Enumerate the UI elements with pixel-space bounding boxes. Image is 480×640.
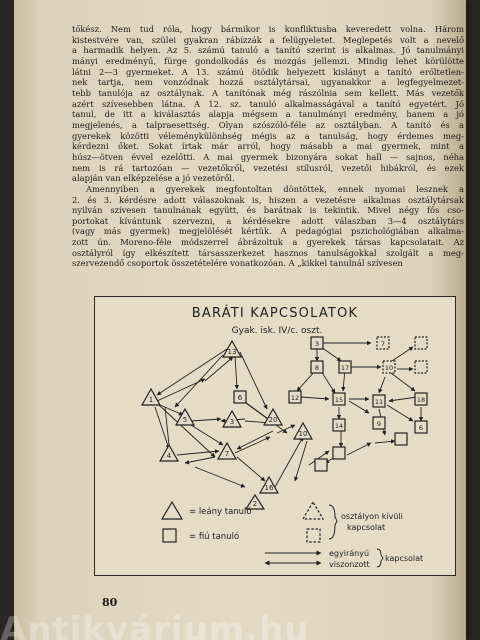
legend-mutual-label: viszonzott xyxy=(329,560,370,569)
node-r22 xyxy=(315,459,327,471)
svg-text:10: 10 xyxy=(298,430,308,438)
legend-boy-label: = fiú tanuló xyxy=(189,532,240,542)
body-text-line: szervezendő csoportok összetételére vonatkozóan. A „kikkel tanulnál szívesen xyxy=(72,258,403,269)
body-text-line: nyilván szívesen tanulnának együtt, és barátnak is tekintik. Mivel négy fős cso- xyxy=(72,205,464,216)
body-text-line: tebb tanulója az osztálynak. A tanítónak még rászólnia sem kellett. Más vezetők xyxy=(72,87,464,98)
body-text-line: 2. és 3. kérdésre adott válaszoknak is, hiszen a vezetésre alkalmas osztálytársak xyxy=(72,194,464,205)
legend-boy-symbol xyxy=(163,529,176,542)
legend-outside-label-2: kapcsolat xyxy=(347,523,386,532)
svg-text:18: 18 xyxy=(416,396,426,404)
legend-outside-triangle xyxy=(303,502,323,519)
svg-text:13: 13 xyxy=(227,348,237,356)
legend-relation-label: kapcsolat xyxy=(385,554,424,563)
legend xyxy=(162,502,423,569)
svg-text:17: 17 xyxy=(340,364,350,372)
body-text-line: a harmadik helyen. Az 5. számú tanuló a tanító szerint is alkalmas. Jó tanulmányi xyxy=(72,45,464,56)
svg-text:6: 6 xyxy=(237,394,243,402)
svg-text:15: 15 xyxy=(334,396,344,404)
left-node-labels xyxy=(149,348,308,508)
svg-text:7: 7 xyxy=(224,450,230,458)
body-text-line: portokat kívántunk szervezni, a kérdésekre adott válaszban 3—4 osztálytárs xyxy=(72,215,464,226)
svg-text:10: 10 xyxy=(384,364,394,372)
right-node-labels xyxy=(291,340,425,432)
svg-text:14: 14 xyxy=(334,422,344,430)
body-text-line: húsz—ötven évvel ezelőtti. A mai gyermek bizonyára sokat hall — sajnos, néha xyxy=(72,151,464,162)
node-r13 xyxy=(333,447,345,459)
body-text xyxy=(72,24,464,269)
figure-title: BARÁTI KAPCSOLATOK xyxy=(191,306,359,321)
svg-text:8: 8 xyxy=(314,364,320,372)
body-text-line: megjelenés, a talpraesettség. Olyan szószóló-féle az osztályban. A tanító és a xyxy=(72,119,464,130)
page-number: 80 xyxy=(102,596,118,609)
svg-text:12: 12 xyxy=(290,394,300,402)
body-text-line: nek tartja, nem vonzódnak hozzá osztálytársai, ugyanakkor a legfegyelmezet- xyxy=(72,77,464,88)
svg-text:16: 16 xyxy=(264,484,274,492)
svg-text:9: 9 xyxy=(376,420,382,428)
figure-subtitle: Gyak. isk. IV/c. oszt. xyxy=(231,326,323,336)
body-text-line: (vagy más gyermek) megjelölését kértük. A pedagógiai pszichológiában alkalma- xyxy=(72,226,464,237)
body-text-line: tőkész. Nem tud róla, hogy bármikor is konfliktusba keveredett volna. Három xyxy=(72,24,464,34)
body-text-line: nem is rá tartozóan — vezetőkről, vezetési stílusról, vezetői hibákról, és ezek xyxy=(72,162,464,173)
legend-girl-symbol xyxy=(162,502,182,519)
body-text-line: mányi eredményű, fürge gondolkodás és mozgás jellemzi. Mindig lehet körülötte xyxy=(72,55,464,66)
legend-brace xyxy=(329,505,337,539)
body-text-line: tanul, de itt a kiválasztás alapja mégsem a tanulmányi eredmény, hanem a jó xyxy=(72,109,464,120)
svg-text:1: 1 xyxy=(148,396,154,404)
legend-outside-square xyxy=(307,529,320,542)
body-text-line: kistestvére van, szülei gyakran rábízzák a felügyeletet. Meglepetés volt a nevelő xyxy=(72,34,464,45)
node-r21 xyxy=(395,433,407,445)
right-network-nodes xyxy=(289,337,427,471)
svg-text:3: 3 xyxy=(229,418,235,426)
svg-text:20: 20 xyxy=(268,416,278,424)
body-text-line: Amennyiben a gyerekek megfontoltan döntöttek, ennek nyomai lesznek a xyxy=(86,183,464,194)
svg-text:11: 11 xyxy=(374,398,384,406)
svg-text:6: 6 xyxy=(418,424,424,432)
node-r16 xyxy=(415,337,427,349)
legend-one-way-label: egyirányú xyxy=(329,549,370,558)
svg-text:5: 5 xyxy=(182,416,188,424)
legend-relation-brace xyxy=(377,549,383,567)
svg-text:2: 2 xyxy=(252,500,258,508)
legend-outside-label-1: osztályon kívüli xyxy=(341,512,403,521)
body-text-line: gyerekek közötti véleménykülönbség mégis az a tanulság, hogy érdemes meg- xyxy=(72,130,464,141)
svg-text:7: 7 xyxy=(380,340,386,348)
body-text-line: osztályról így elkészített társasszerkezet hasznos tanulságokkal szolgált a meg- xyxy=(72,247,464,258)
sociogram-figure xyxy=(94,296,456,576)
body-text-line: zott ún. Moreno-féle módszerrel ábrázoltuk a gyerekek társas kapcsolatait. Az xyxy=(72,237,464,248)
body-text-line: azért szívesebben látna. A 12. sz. tanuló alkalmasságával a tanító egyetért. Jó xyxy=(72,98,464,109)
body-text-line: alapján van elképzelése a jó vezetőről. xyxy=(72,173,235,184)
sociogram-drawing xyxy=(95,297,455,575)
watermark: Antikvárium.hu xyxy=(0,610,310,640)
node-r19 xyxy=(415,361,427,373)
left-network-nodes xyxy=(142,341,312,509)
body-text-line: látni 2—3 gyermeket. A 13. számú ötödik helyezett kislányt a tanító erőltetlen- xyxy=(72,66,464,77)
body-text-line: kérdezni őket. Sokat írtak már arról, hogy másabb a mai gyermek, mint a xyxy=(72,141,464,152)
svg-text:4: 4 xyxy=(166,452,172,460)
svg-text:3: 3 xyxy=(314,340,320,348)
legend-girl-label: = leány tanuló xyxy=(189,507,252,517)
